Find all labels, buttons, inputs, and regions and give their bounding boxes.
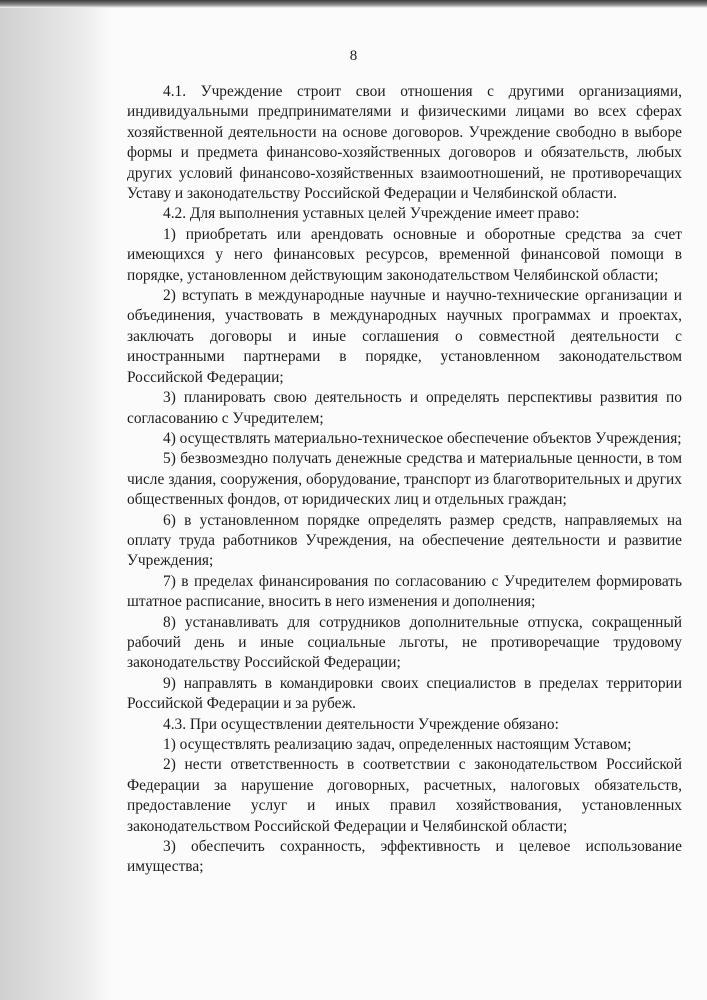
document-body xyxy=(127,82,682,878)
page-number: 8 xyxy=(349,48,358,64)
list-item: 1) осуществлять реализацию задач, определенных настоящим Уставом; xyxy=(163,736,632,753)
list-item: 8) устанавливать для сотрудников дополнительные отпуска, сокращенный рабочий день и иные социальные льготы, не противоречащие трудовому законодательству Российской Федерации; xyxy=(127,613,682,672)
list-item: 3) планировать свою деятельность и определять перспективы развития по согласованию с Учредителем; xyxy=(127,389,682,427)
list-item: 4) осуществлять материально-техническое обеспечение объектов Учреждения; xyxy=(163,429,682,447)
paragraph-4-2: 4.2. Для выполнения уставных целей Учреждение имеет право: xyxy=(163,205,580,223)
list-item: 2) нести ответственность в соответствии с законодательством Российской Федерации за нарушение договорных, расчетных, налоговых обязательств, предоставление услуг и иных правил хозяйствования, установленных законодательством Российской Федерации и Челябинской области; xyxy=(127,756,682,835)
list-item: 2) вступать в международные научные и научно-технические организации и объединения, участвовать в международных научных программах и проектах, заключать договоры и иные соглашения о совместной деятельности с иностранными партнерами в порядке, установленном законодательством Российской Федерации; xyxy=(127,287,682,386)
paragraph-4-3: 4.3. При осуществлении деятельности Учреждение обязано: xyxy=(163,715,559,733)
list-item: 7) в пределах финансирования по согласованию с Учредителем формировать штатное расписание, вносить в него изменения и дополнения; xyxy=(127,572,682,611)
scan-shadow-left xyxy=(0,0,112,1000)
list-item: 1) приобретать или арендовать основные и оборотные средства за счет имеющихся у него финансовых ресурсов, временной финансовой помощи в порядке, установленном действующим законодательством Челябинской области; xyxy=(127,225,682,284)
list-item: 6) в установленном порядке определять размер средств, направляемых на оплату труда работников Учреждения, на обеспечение деятельности и развитие Учреждения; xyxy=(127,511,682,570)
list-item: 3) обеспечить сохранность, эффективность и целевое использование имущества; xyxy=(127,838,682,876)
paragraph-4-1: 4.1. Учреждение строит свои отношения с другими организациями, индивидуальными предпринимателями и физическими лицами во всех сферах хозяйственной деятельности на основе договоров. Учреждение свободно в выборе формы и предмета финансово-хозяйственных договоров и обязательств, любых других условий финансово-хозяйственных взаимоотношений, не противоречащих Уставу и законодательству Российской Федерации и Челябинской области. xyxy=(127,83,682,203)
list-item: 5) безвозмездно получать денежные средства и материальные ценности, в том числе здания, сооружения, оборудование, транспорт из благотворительных и других общественных фондов, от юридических лиц и отдельных граждан; xyxy=(127,450,682,509)
scan-edge-top xyxy=(0,0,707,8)
list-item: 9) направлять в командировки своих специалистов в пределах территории Российской Федерации и за рубеж. xyxy=(127,674,682,713)
